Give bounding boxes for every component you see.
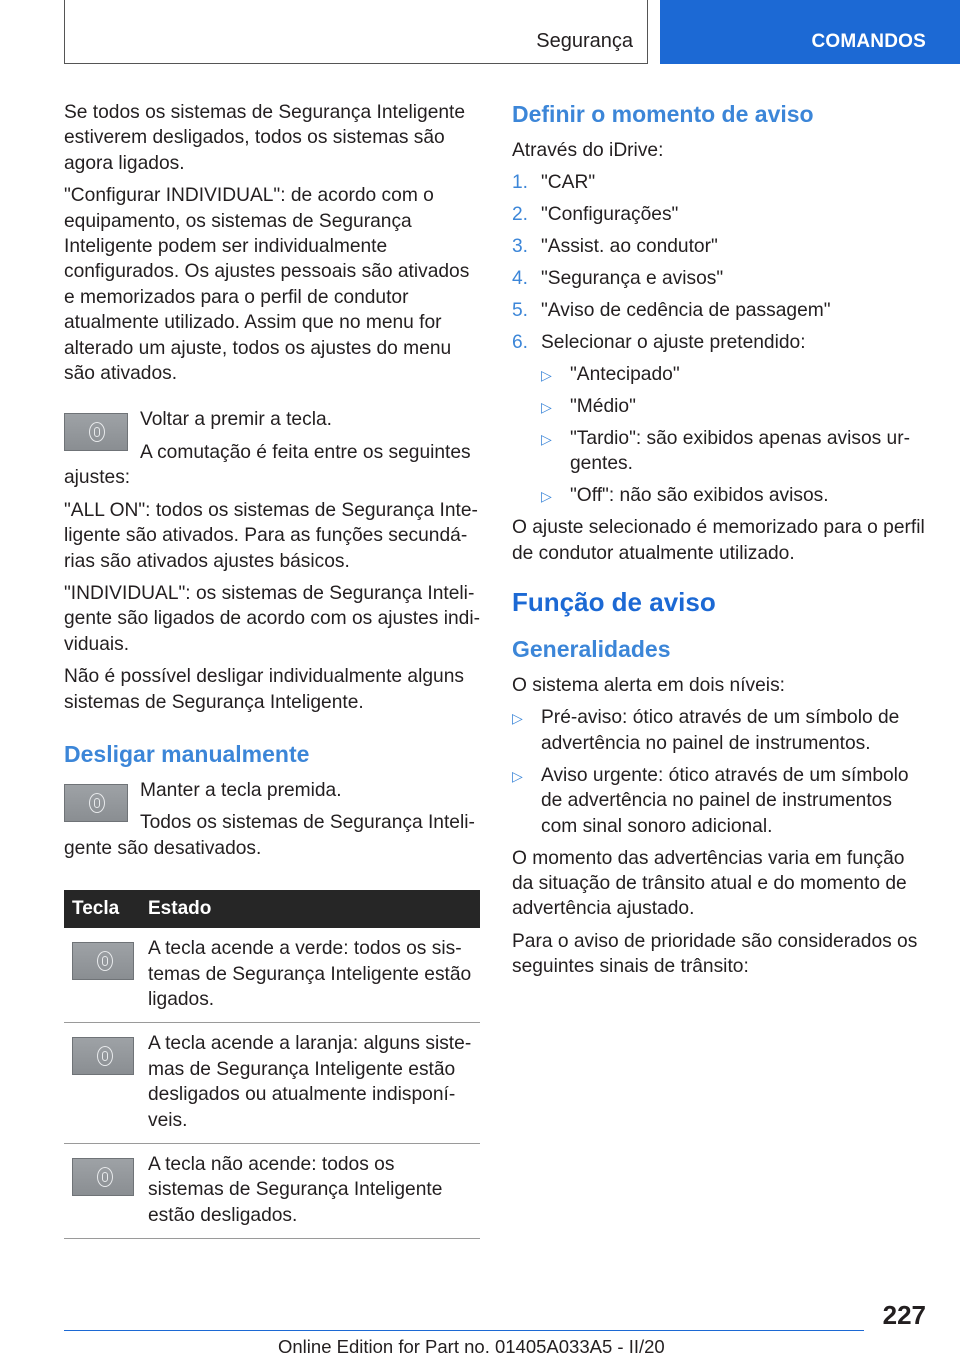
paragraph: "Configurar INDIVIDUAL": de acordo com o equipamento, os sistemas de Segurança Inteligente podem ser individualmente configurados. Os ajustes pessoais são ativados e memorizados para o perfil de condutor atualmente utilizado. Assim que no menu for alterado um ajuste, todos os ajustes do menu são ativados.	[64, 185, 470, 385]
list-item: ▷ "Tardio": são exibidos apenas avisos urgentes.	[541, 426, 928, 477]
paragraph: "INDIVIDUAL": os sistemas de Segurança Inteligente são ligados de acordo com os ajustes individuais.	[64, 582, 480, 655]
header-left-box	[64, 0, 648, 64]
footer-edition: Online Edition for Part no. 01405A033A5 - II/20	[278, 1336, 665, 1357]
left-column	[64, 100, 480, 1239]
list-item: ▷ "Off": não são exibidos avisos.	[541, 483, 928, 508]
paragraph: Voltar a premir a tecla.	[140, 409, 332, 431]
footer-divider	[64, 1330, 864, 1331]
paragraph: O sistema alerta em dois níveis:	[512, 675, 785, 697]
list-item: ▷ "Antecipado"	[541, 362, 928, 387]
table-header-state: Estado	[140, 890, 480, 928]
table-cell-state: A tecla acende a laranja: alguns sistemas de Segurança Inteligente estão desligados ou atualmente indisponíveis.	[140, 1023, 480, 1144]
list-item: 1. "CAR"	[512, 172, 596, 194]
section-heading-define: Definir o momento de aviso	[512, 101, 814, 127]
section-heading-function: Função de aviso	[512, 587, 716, 618]
table-row	[64, 1023, 480, 1144]
safety-button-icon	[64, 413, 128, 451]
paragraph: Se todos os sistemas de Segurança Inteligente estiverem desligados, todos os sistemas são agora ligados.	[64, 102, 466, 174]
safety-button-green-icon	[72, 942, 134, 980]
button-status-table	[64, 890, 480, 1239]
table-header-row	[64, 890, 480, 928]
button-instruction-block	[64, 407, 480, 497]
options-list	[541, 362, 928, 509]
button-instruction-block	[64, 778, 480, 868]
safety-button-icon	[64, 784, 128, 822]
page-number: 227	[882, 1300, 926, 1330]
header-chapter-label: COMANDOS	[811, 31, 926, 52]
table-row	[64, 1144, 480, 1239]
paragraph: Manter a tecla premida.	[140, 779, 342, 801]
paragraph: "ALL ON": todos os sistemas de Segurança Inteligente são ativados. Para as funções secundárias são ativados ajustes básicos.	[64, 499, 478, 572]
safety-button-orange-icon	[72, 1037, 134, 1075]
paragraph: Através do iDrive:	[512, 140, 664, 161]
header-chapter-tab	[660, 0, 960, 64]
warning-levels-list	[512, 705, 928, 839]
right-column	[512, 100, 928, 987]
paragraph: Todos os sistemas de Segurança Inteligente são desativados.	[64, 812, 475, 859]
list-item: ▷ Aviso urgente: ótico através de um símbolo de advertência no painel de instrumentos com sinal sonoro adicional.	[512, 763, 928, 839]
paragraph: O momento das advertências varia em função da situação de trânsito atual e do momento de advertência ajustado.	[512, 847, 907, 920]
table-header-key: Tecla	[64, 890, 140, 928]
list-item: 6. Selecionar o ajuste pretendido: ▷ "Antecipado" ▷ "Médio" ▷ "Tardio": são exibidos apenas avisos urgentes. ▷ "Off": não são exibidos avisos.	[512, 330, 928, 508]
section-heading-general: Generalidades	[512, 636, 671, 663]
list-item: 2. "Configurações"	[512, 204, 679, 226]
paragraph: A comutação é feita entre os seguintes ajustes:	[64, 441, 471, 489]
list-item: 5. "Aviso de cedência de passagem"	[512, 300, 831, 322]
steps-list	[512, 170, 928, 508]
paragraph: Para o aviso de prioridade são considerados os seguintes sinais de trânsito:	[512, 930, 918, 978]
list-item: 3. "Assist. ao condutor"	[512, 236, 718, 258]
paragraph: Não é possível desligar individualmente alguns sistemas de Segurança Inteligente.	[64, 666, 464, 713]
safety-button-off-icon	[72, 1158, 134, 1196]
table-cell-state: A tecla não acende: todos os sistemas de Segurança Inteligente estão desligados.	[140, 1144, 480, 1239]
section-heading-manual: Desligar manualmente	[64, 740, 310, 767]
table-cell-state: A tecla acende a verde: todos os sistemas de Segurança Inteligente estão ligados.	[140, 928, 480, 1023]
paragraph: O ajuste selecionado é memorizado para o perfil de condutor atualmente utilizado.	[512, 517, 925, 564]
list-item: ▷ "Médio"	[541, 394, 928, 419]
list-item: ▷ Pré-aviso: ótico através de um símbolo de advertência no painel de instrumentos.	[512, 705, 928, 756]
header-section-title: Segurança	[536, 30, 633, 52]
list-item: 4. "Segurança e avisos"	[512, 268, 724, 290]
table-row	[64, 928, 480, 1023]
